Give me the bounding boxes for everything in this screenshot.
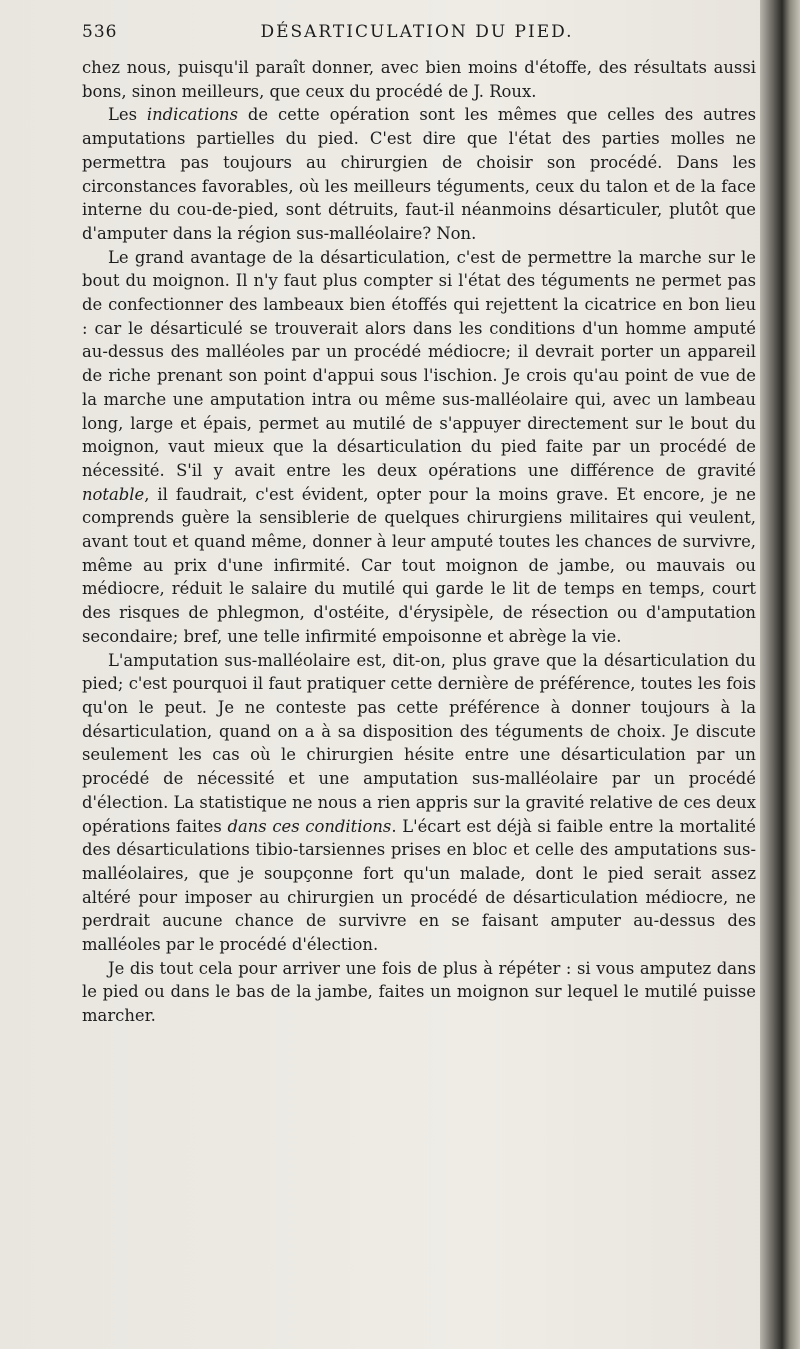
italic-text: notable xyxy=(82,484,145,504)
italic-text: indications xyxy=(146,105,239,125)
text-run: de cette opération sont les mêmes que celles des autres amputations partielles du pied. C'est dire que l'état des parties molles ne permettra pas toujours au chirurgien de choisir son procédé. Dans les circonstances favorables, où les meilleurs téguments, ceux du talon et de la face interne du cou-de-pied, sont détruits, faut-il néanmoins désarticuler, plutôt que d'amputer dans la région sus-malléolaire? Non. xyxy=(82,105,756,243)
italic-text: dans ces conditions xyxy=(227,816,392,836)
paragraph xyxy=(82,56,756,103)
text-run: Les xyxy=(108,105,147,125)
text-run: Le grand avantage de la désarticulation, c'est de permettre la marche sur le bout du moignon. Il n'y faut plus compter si l'état des téguments ne permet pas de confectionner des lambeaux bien étoffés qui rejettent la cicatrice en bon lieu : car le désarticulé se trouverait alors dans les conditions d'un homme amputé au-dessus des malléoles par un procédé médiocre; il devrait porter un appareil de riche prenant son point d'appui sous l'ischion. Je crois qu'au point de vue de la marche une amputation intra ou même sus-malléolaire qui, avec un lambeau long, large et épais, permet au mutilé de s'appuyer directement sur le bout du moignon, vaut mieux que la désarticulation du pied faite par un procédé de nécessité. S'il y avait entre les deux opérations une différence de gravité xyxy=(82,247,756,480)
page-header xyxy=(82,22,752,50)
paragraph xyxy=(82,103,756,245)
text-run: . L'écart est déjà si faible entre la mortalité des désarticulations tibio-tarsiennes prises en bloc et celle des amputations sus-malléolaires, que je soupçonne fort qu'un malade, dont le pied serait assez altéré pour imposer au chirurgien un procédé de désarticulation médiocre, ne perdrait aucune chance de survivre en se faisant amputer au-dessus des malléoles par le procédé d'élection. xyxy=(82,816,756,955)
paragraph xyxy=(82,246,756,649)
page-number: 536 xyxy=(82,22,118,42)
paragraph xyxy=(82,649,756,957)
running-title: DÉSARTICULATION DU PIED. xyxy=(260,22,574,42)
text-run: chez nous, puisqu'il paraît donner, avec bien moins d'étoffe, des résultats aussi bons, sinon meilleurs, que ceux du procédé de J. Roux. xyxy=(82,58,756,101)
text-run: , il faudrait, c'est évident, opter pour la moins grave. Et encore, je ne comprends guère la sensiblerie de quelques chirurgiens militaires qui veulent, avant tout et quand même, donner à leur amputé toutes les chances de survivre, même au prix d'une infirmité. Car tout moignon de jambe, ou mauvais ou médiocre, réduit le salaire du mutilé qui garde le lit de temps en temps, court des risques de phlegmon, d'ostéite, d'érysipèle, de résection ou d'amputation secondaire; bref, une telle infirmité empoisonne et abrège la vie. xyxy=(82,484,756,646)
paragraph xyxy=(82,957,756,1028)
text-run: L'amputation sus-malléolaire est, dit-on, plus grave que la désarticulation du pied; c'est pourquoi il faut pratiquer cette dernière de préférence, toutes les fois qu'on le peut. Je ne conteste pas cette préférence à donner toujours à la désarticulation, quand on a à sa disposition des téguments de choix. Je discute seulement les cas où le chirurgien hésite entre une désarticulation par un procédé de nécessité et une amputation sus-malléolaire par un procédé d'élection. La statistique ne nous a rien appris sur la gravité relative de ces deux opérations faites xyxy=(82,650,756,836)
book-spine-edge xyxy=(760,0,800,1349)
body-text xyxy=(82,56,756,1028)
text-run: Je dis tout cela pour arriver une fois de plus à répéter : si vous amputez dans le pied ou dans le bas de la jambe, faites un moignon sur lequel le mutilé puisse marcher. xyxy=(82,958,756,1026)
